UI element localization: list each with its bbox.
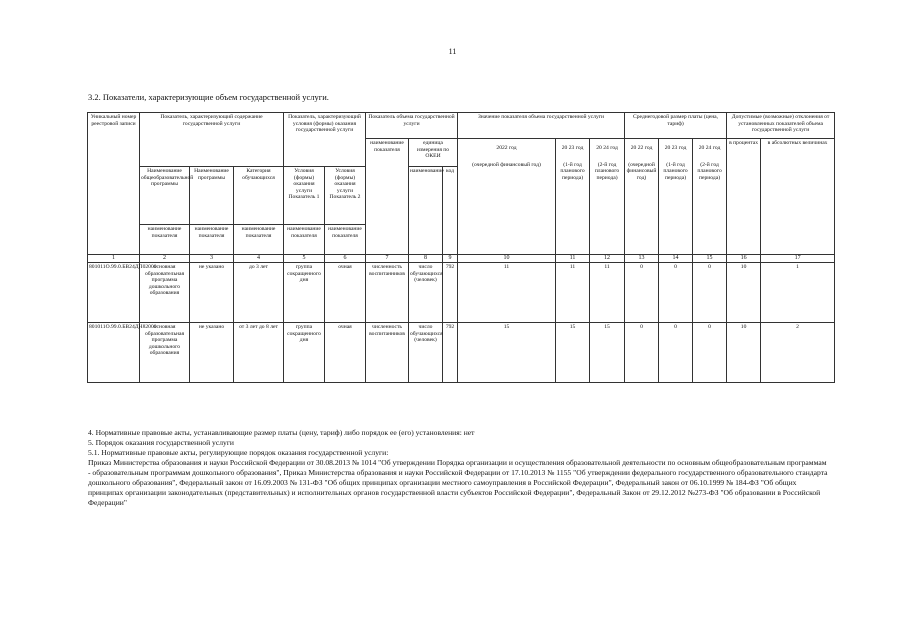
- header-year-2024: [590, 139, 625, 255]
- cell-program-type: основная образовательная программа дошкольного образования: [140, 263, 190, 323]
- column-number: 3: [190, 255, 234, 263]
- volume-indicators-table: [87, 112, 835, 383]
- column-number: 9: [443, 255, 458, 263]
- header-program-type: Наименование общеобразовательной программы: [140, 167, 190, 225]
- header-condition-2: Условия (формы) оказания услуги Показатель 2: [325, 167, 366, 225]
- header-year-2024-label: 20 24 год: [596, 145, 618, 151]
- cell-fee-2022: 0: [625, 323, 659, 383]
- cell-unit-code: 792: [443, 263, 458, 323]
- header-program-name: Наименование программы: [190, 167, 234, 225]
- column-number: 16: [727, 255, 761, 263]
- header-conditions-indicator: Показатель, характеризующий условия (формы) оказания государственной услуги: [284, 113, 366, 167]
- cell-fee-2023: 0: [659, 323, 693, 383]
- header-fee-2022-label: 20 22 год: [630, 145, 653, 151]
- cell-registry: 801011О.99.0.БВ24ДП02000: [88, 263, 140, 323]
- column-number: 11: [556, 255, 590, 263]
- column-number: 12: [590, 255, 625, 263]
- cell-value-2024: 11: [590, 263, 625, 323]
- header-fee-2023-label: 20 23 год: [664, 145, 687, 151]
- column-number: 6: [325, 255, 366, 263]
- sub-indicator-name-2: наименование показателя: [190, 225, 234, 255]
- sub-indicator-name-1: наименование показателя: [140, 225, 190, 255]
- cell-fee-2024: 0: [693, 263, 727, 323]
- header-fee-2022-sub: (очередной финансовый год): [626, 161, 657, 181]
- cell-value-2024: 15: [590, 323, 625, 383]
- header-year-2023-sub: (1-й год планового периода): [560, 161, 585, 181]
- column-number: 14: [659, 255, 693, 263]
- header-deviation: Допустимые (возможные) отклонения от установленных показателей объема государственной услуги: [727, 113, 835, 139]
- header-fee-2024-label: 20 24 год: [698, 145, 721, 151]
- cell-deviation-absolute: 1: [761, 263, 835, 323]
- header-content-indicator: Показатель, характеризующий содержание государственной услуги: [140, 113, 284, 167]
- cell-value-2023: 15: [556, 323, 590, 383]
- header-unit-code: код: [443, 167, 458, 255]
- column-number: 10: [458, 255, 556, 263]
- cell-indicator: численность воспитанников: [366, 323, 409, 383]
- section-heading: 3.2. Показатели, характеризующие объем государственной услуги.: [88, 92, 329, 102]
- cell-condition-2: очная: [325, 323, 366, 383]
- column-number: 2: [140, 255, 190, 263]
- cell-fee-2024: 0: [693, 323, 727, 383]
- cell-deviation-absolute: 2: [761, 323, 835, 383]
- cell-unit-code: 792: [443, 323, 458, 383]
- header-deviation-percent: в процентах: [727, 139, 761, 255]
- cell-unit-name: число обучающихся (человек): [409, 263, 443, 323]
- header-volume-unit: единица измерения по ОКЕИ: [409, 139, 458, 167]
- header-registry-number: Уникальный номер реестровой записи: [88, 113, 140, 255]
- header-fee-2022: [625, 139, 659, 255]
- header-year-2024-sub: (2-й год планового периода): [594, 161, 620, 181]
- cell-program-name: не указано: [190, 323, 234, 383]
- cell-registry: 801011О.99.0.БВ24ДН82000: [88, 323, 140, 383]
- header-year-2023: [556, 139, 590, 255]
- regulatory-acts-text: Приказ Министерства образования и науки Российской Федерации от 30.08.2013 № 1014 "Об утверждении Порядка организации и осуществления образовательной деятельности по основным общеобразовательным программам - образовательным программам дошкольного образования", Приказ Министерства образования и науки Российской Федерации от 17.10.2013 № 1155 "Об утверждении федерального государственного образовательного стандарта дошкольного образования", Федеральный закон от 16.09.2003 № 131-ФЗ "Об общих принципах организации местного самоуправления в Российской Федерации", Федеральный закон от 06.10.1999 № 184-ФЗ "Об общих принципах организации законодательных (представительных) и исполнительных органов государственной власти субъектов Российской Федерации", Федеральный Закон от 29.12.2012 №273-ФЗ "Об образовании в Российской Федерации": [88, 458, 828, 507]
- sub-indicator-name-5: наименование показателя: [325, 225, 366, 255]
- notes-section: [88, 428, 828, 508]
- header-year-2023-label: 20 23 год: [561, 145, 584, 151]
- cell-program-type: основная образовательная программа дошкольного образования: [140, 323, 190, 383]
- cell-condition-2: очная: [325, 263, 366, 323]
- column-number: 7: [366, 255, 409, 263]
- cell-condition-1: группа сокращенного дня: [284, 263, 325, 323]
- header-volume-value: Значение показателя объема государственной услуги: [458, 113, 625, 139]
- header-year-2022-label: 2022 год: [496, 145, 517, 151]
- cell-category: от 3 лет до 8 лет: [234, 323, 284, 383]
- header-condition-1: Условия (формы) оказания услуги Показатель 1: [284, 167, 325, 225]
- column-number: 13: [625, 255, 659, 263]
- page-number: 11: [448, 47, 457, 56]
- cell-condition-1: группа сокращенного дня: [284, 323, 325, 383]
- header-year-2022-sub: (очередной финансовый год): [472, 161, 541, 168]
- column-number: 4: [234, 255, 284, 263]
- cell-fee-2023: 0: [659, 263, 693, 323]
- cell-fee-2022: 0: [625, 263, 659, 323]
- header-fee-2023-sub: (1-й год планового периода): [663, 161, 688, 181]
- cell-deviation-percent: 10: [727, 263, 761, 323]
- column-number: 5: [284, 255, 325, 263]
- table-row: [88, 263, 835, 323]
- cell-program-name: не указано: [190, 263, 234, 323]
- header-deviation-absolute: в абсолютных величинах: [761, 139, 835, 255]
- header-volume-name: наименование показателя: [366, 139, 409, 255]
- cell-value-2023: 11: [556, 263, 590, 323]
- header-fee-2024-sub: (2-й год планового периода): [697, 161, 722, 181]
- cell-indicator: численность воспитанников: [366, 263, 409, 323]
- header-fee-2023: [659, 139, 693, 255]
- column-number: 15: [693, 255, 727, 263]
- column-number-row: [88, 255, 835, 263]
- column-number: 8: [409, 255, 443, 263]
- header-fee-2024: [693, 139, 727, 255]
- sub-indicator-name-3: наименование показателя: [234, 225, 284, 255]
- table-row: [88, 323, 835, 383]
- header-volume-indicator: Показатель объема государственной услуги: [366, 113, 458, 139]
- cell-unit-name: число обучающихся (человек): [409, 323, 443, 383]
- note-5-1: 5.1. Нормативные правовые акты, регулирующие порядок оказания государственной услуги:: [88, 448, 389, 457]
- note-4: 4. Нормативные правовые акты, устанавливающие размер платы (цену, тариф) либо порядок ее (его) установления: нет: [88, 428, 475, 437]
- header-category: Категория обучающихся: [234, 167, 284, 225]
- cell-value-2022: 11: [458, 263, 556, 323]
- header-year-2022: [458, 139, 556, 255]
- cell-value-2022: 15: [458, 323, 556, 383]
- column-number: 1: [88, 255, 140, 263]
- cell-deviation-percent: 10: [727, 323, 761, 383]
- sub-indicator-name-4: наименование показателя: [284, 225, 325, 255]
- header-average-fee: Среднегодовой размер платы (цена, тариф): [625, 113, 727, 139]
- column-number: 17: [761, 255, 835, 263]
- header-unit-name: наименование: [409, 167, 443, 255]
- note-5: 5. Порядок оказания государственной услуги: [88, 438, 234, 447]
- cell-category: до 3 лет: [234, 263, 284, 323]
